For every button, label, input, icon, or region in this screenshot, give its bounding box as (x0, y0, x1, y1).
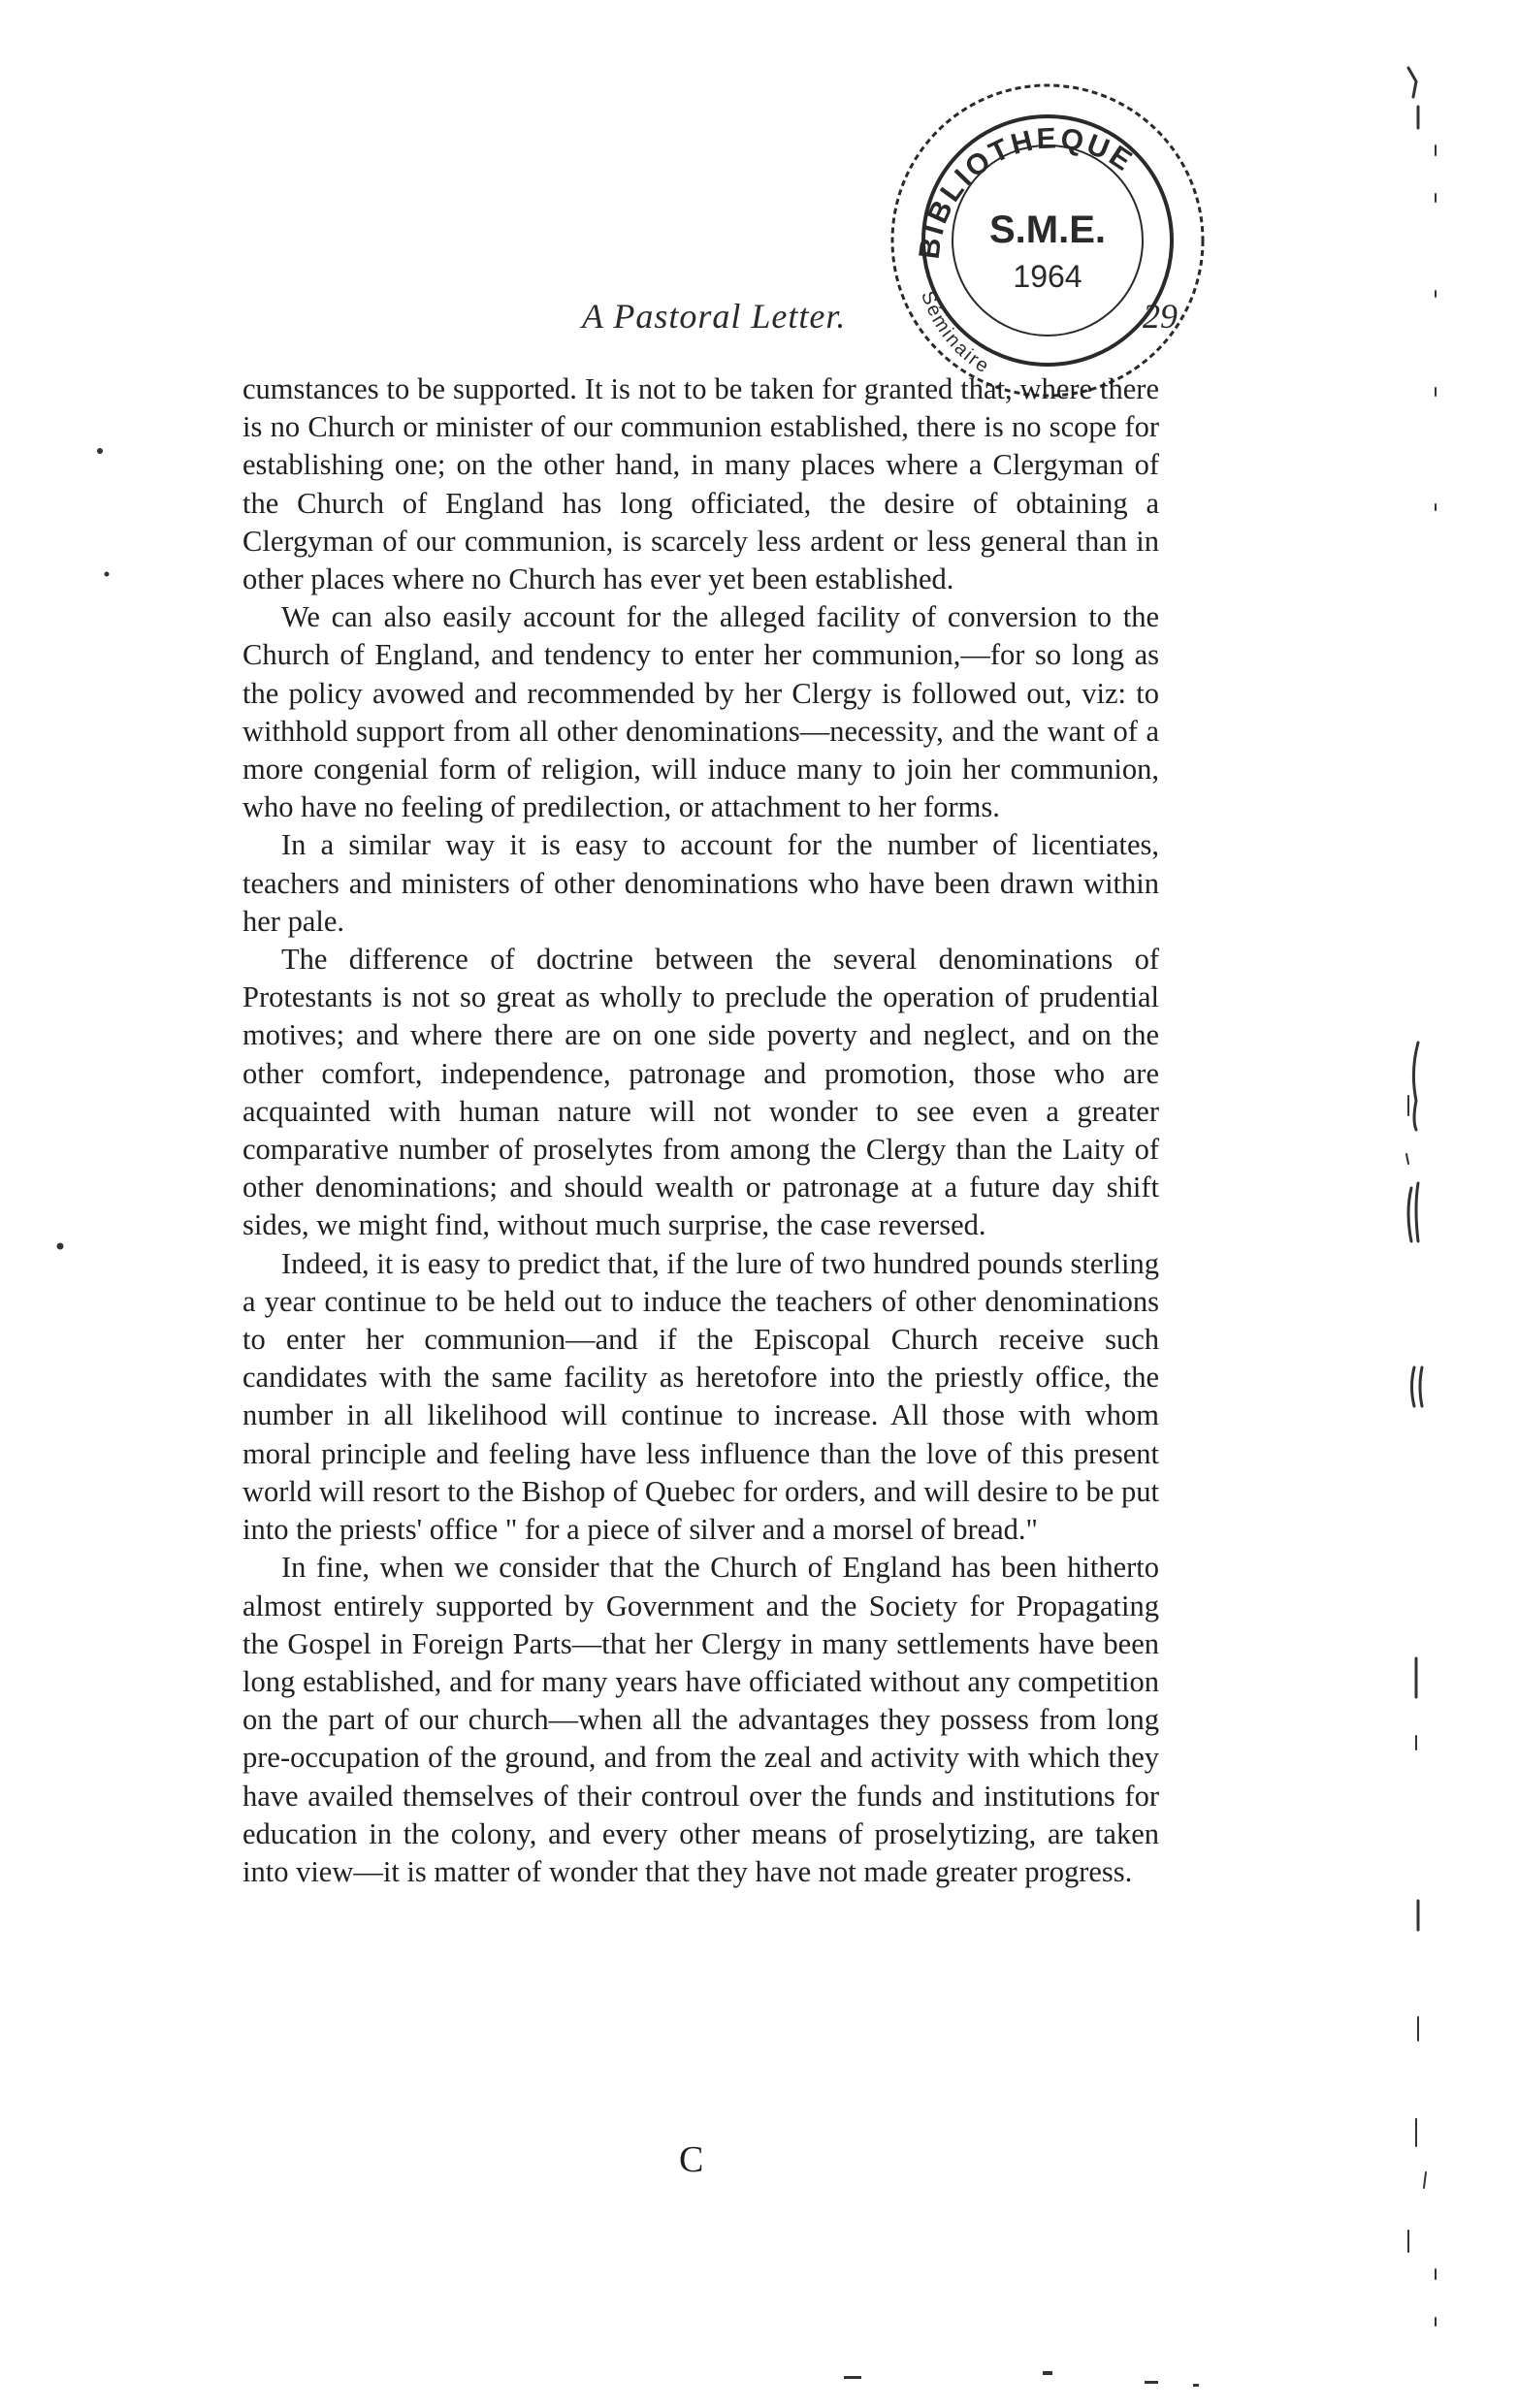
signature-mark: C (679, 2139, 704, 2180)
library-stamp (883, 76, 1212, 405)
running-title: A Pastoral Letter. (582, 297, 847, 336)
page-number: 29 (1143, 297, 1178, 336)
stamp-arc-text: BIBLIOTHEQUE (913, 122, 1140, 261)
stamp-center-text: S.M.E. (988, 209, 1107, 251)
paragraph: In fine, when we consider that the Church of England has been hitherto almost entirely supported by Government and the Society for Propagating the Gospel in Foreign Parts—that her Clergy in many settlements have been long established, and for many years have officiated without any competition on the part of our church—when all the advantages they possess from long pre-occupation of the ground, and from the zeal and activity with which they have availed themselves of their controul over the funds and institutions for education in the colony, and every other means of proselytizing, are taken into view—it is matter of wonder that they have not made greater progress. (242, 1551, 1159, 1888)
paragraph: In a similar way it is easy to account for the number of licentiates, teachers and ministers of other denominations who have been drawn within her pale. (242, 828, 1159, 938)
stamp-year: 1964 (1013, 259, 1082, 294)
body-text (242, 370, 1159, 1891)
paragraph: cumstances to be supported. It is not to be taken for granted that, where there is no Church or minister of our communion established, there is no scope for establishing one; on the other hand, in many places where a Clergyman of the Church of England has long officiated, the desire of obtaining a Clergyman of our communion, is scarcely less ardent or less general than in other places where no Church has ever yet been established. (242, 372, 1159, 596)
paragraph: The difference of doctrine between the several denominations of Protestants is not so great as wholly to preclude the operation of prudential motives; and where there are on one side poverty and neglect, and on the other comfort, independence, patronage and promotion, those who are acquainted with human nature will not wonder to see even a greater comparative number of proselytes from among the Clergy than the Laity of other denominations; and should wealth or patronage at a future day shift sides, we might find, without much surprise, the case reversed. (242, 943, 1159, 1242)
paragraph: We can also easily account for the alleged facility of conversion to the Church of England, and tendency to enter her communion,—for so long as the policy avowed and recommended by her Clergy is followed out, viz: to withhold support from all other denominations—necessity, and the want of a more congenial form of religion, will induce many to join her communion, who have no feeling of predilection, or attachment to her forms. (242, 600, 1159, 824)
stamp-lower-text: Séminaire (917, 288, 994, 378)
paragraph: Indeed, it is easy to predict that, if the lure of two hundred pounds sterling a year continue to be held out to induce the teachers of other denominations to enter her communion—and if the Episcopal Church receive such candidates with the same facility as heretofore into the priestly office, the number in all likelihood will continue to increase. All those with whom moral principle and feeling have less influence than the love of this present world will resort to the Bishop of Quebec for orders, and will desire to be put into the priests' office " for a piece of silver and a morsel of bread." (242, 1246, 1159, 1547)
